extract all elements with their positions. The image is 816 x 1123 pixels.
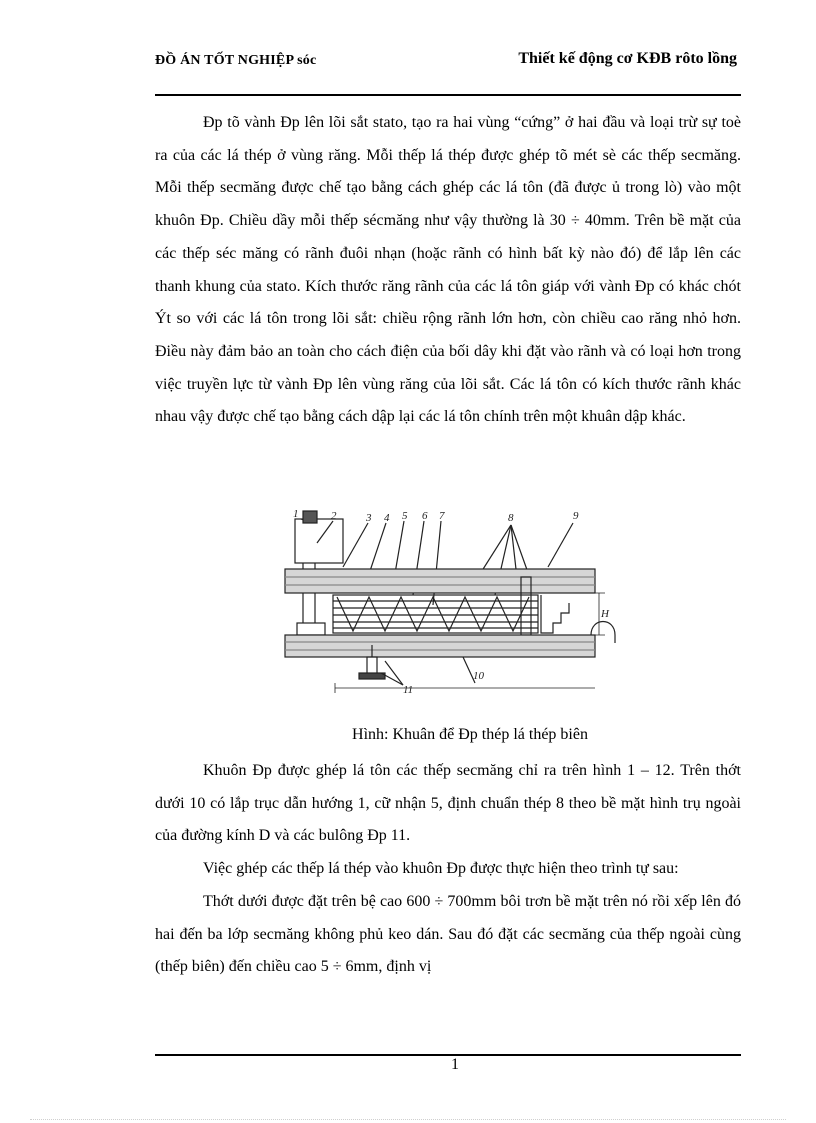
header-right-title: Thiết kế động cơ KĐB rôto lồng bbox=[518, 50, 737, 67]
figure-label-6: 6 bbox=[422, 510, 428, 522]
figure-label-10: 10 bbox=[473, 670, 484, 682]
figure-label-h: H bbox=[601, 608, 609, 620]
paragraph: Thớt dưới được đặt trên bệ cao 600 ÷ 700mm bôi trơn bề mặt trên nó rồi xếp lên đó hai đến ba lớp secmăng không phủ keo dán. Sau đó đặt các secmăng của thếp ngoài cùng (thếp biên) đến chiều cao 5 ÷ 6mm, định vị bbox=[155, 892, 741, 976]
figure-label-4: 4 bbox=[384, 512, 390, 524]
page-edge-divider bbox=[30, 1119, 786, 1120]
paragraph: Đp tõ vành Đp lên lõi sắt stato, tạo ra hai vùng “cứng” ở hai đầu và loại trừ sự toè ra của các lá thép ở vùng răng. Mỗi thếp lá thép được ghép tõ mét sè các thếp secmăng. Mỗi thếp secmăng được chế tạo bằng cách ghép các lá tôn (đã được ủ trong lò) vào một khuôn Đp. Chiều dầy mỗi thếp sécmăng như vậy thường là 30 ÷ 40mm. Trên bề mặt của các thếp séc măng có rãnh đuôi nhạn (hoặc rãnh có hình bất kỳ nào đó) để lắp lên các thanh khung của stato. Kích thước răng rãnh của các lá tôn giáp với vành Đp có khác chót Ýt so với các lá tôn trong lõi sắt: chiều rộng rãnh lớn hơn, còn chiều cao răng nhỏ hơn. Điều này đảm bảo an toàn cho cách điện của bối dây khi đặt vào rãnh và có loại hơn trong việc truyền lực từ vành Đp lên vùng răng của lõi sắt. Các lá tôn có kích thước rãnh khác nhau vậy được chế tạo bằng cách dập lại các lá tôn chính trên một khuân dập khác. bbox=[155, 114, 741, 426]
figure-caption: Hình: Khuân để Đp thép lá thép biên bbox=[352, 726, 588, 743]
paragraph: Khuôn Đp được ghép lá tôn các thếp secmăng chỉ ra trên hình 1 – 12. Trên thớt dưới 10 có lắp trục dẫn hướng 1, cữ nhận 5, định chuẩn thép 8 theo bề mặt hình trụ ngoài của đường kính D và các bulông Đp 11. bbox=[155, 762, 741, 845]
page-header bbox=[155, 48, 741, 96]
body-text-top bbox=[155, 107, 741, 434]
figure-label-2: 2 bbox=[331, 510, 337, 522]
figure-label-7: 7 bbox=[439, 510, 445, 522]
mold-drawing-figure bbox=[273, 505, 618, 695]
paragraph: Việc ghép các thếp lá thép vào khuôn Đp được thực hiện theo trình tự sau: bbox=[203, 860, 679, 878]
figure-label-9: 9 bbox=[573, 510, 579, 522]
figure-label-3: 3 bbox=[366, 512, 372, 524]
figure-label-11: 11 bbox=[403, 684, 414, 695]
figure-label-8: 8 bbox=[508, 512, 514, 524]
body-text-bottom bbox=[155, 755, 741, 984]
page-number: 1 bbox=[451, 1056, 459, 1073]
figure-label-5: 5 bbox=[402, 510, 408, 522]
figure-label-1: 1 bbox=[293, 508, 299, 520]
header-left-title: ĐỒ ÁN TỐT NGHIỆP sóc bbox=[155, 53, 317, 68]
mold-drawing bbox=[273, 505, 618, 695]
